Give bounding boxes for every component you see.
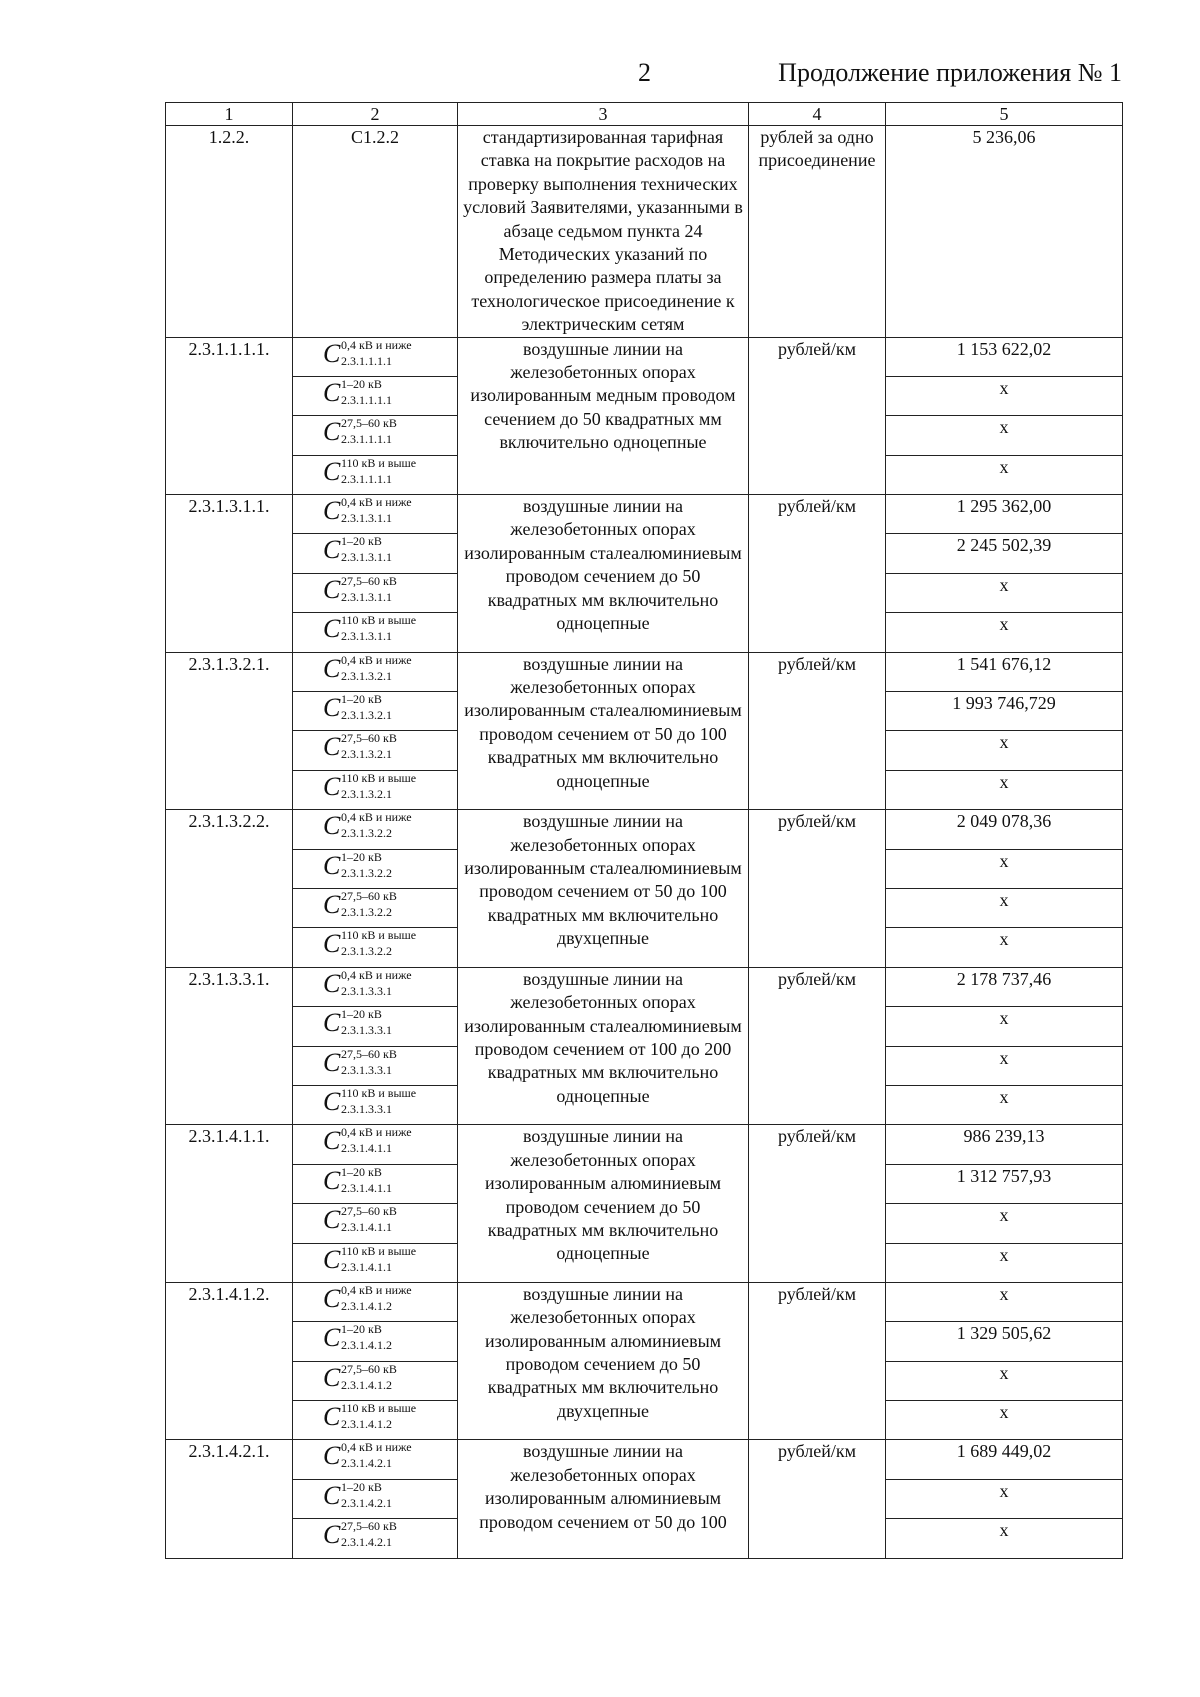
rate-symbol-letter: C bbox=[323, 1441, 341, 1471]
table-row bbox=[166, 810, 1123, 849]
rate-symbol bbox=[293, 731, 458, 770]
voltage-label: 1–20 кВ bbox=[341, 1322, 382, 1337]
page-header bbox=[160, 58, 1122, 98]
rate-symbol-formula bbox=[317, 456, 433, 488]
row-unit: рублей/км bbox=[749, 495, 886, 653]
symbol-index: 2.3.1.3.2.2 bbox=[341, 865, 392, 880]
row-value: х bbox=[886, 1361, 1123, 1400]
row-value: 2 049 078,36 bbox=[886, 810, 1123, 849]
rate-symbol bbox=[293, 1007, 458, 1046]
symbol-index: 2.3.1.4.1.2 bbox=[341, 1298, 392, 1313]
voltage-label: 1–20 кВ bbox=[341, 1164, 382, 1179]
rate-symbol bbox=[293, 1164, 458, 1203]
rate-symbol bbox=[293, 692, 458, 731]
rate-symbol bbox=[293, 652, 458, 691]
voltage-label: 1–20 кВ bbox=[341, 849, 382, 864]
row-value: х bbox=[886, 376, 1123, 415]
rate-symbol bbox=[293, 888, 458, 927]
voltage-label: 27,5–60 кВ bbox=[341, 888, 397, 903]
rate-symbol-formula bbox=[317, 1322, 433, 1354]
rate-symbol bbox=[293, 1204, 458, 1243]
rate-symbol-formula bbox=[317, 495, 433, 527]
row-value: х bbox=[886, 1479, 1123, 1518]
row-value: х bbox=[886, 1243, 1123, 1282]
rate-symbol-formula bbox=[317, 1125, 433, 1157]
rate-symbol-letter: C bbox=[323, 496, 341, 526]
rate-symbol bbox=[293, 967, 458, 1006]
rate-symbol bbox=[293, 1282, 458, 1321]
rate-symbol-letter: C bbox=[323, 1323, 341, 1353]
row-value: 1 329 505,62 bbox=[886, 1322, 1123, 1361]
rate-symbol-formula bbox=[317, 574, 433, 606]
rate-symbol-letter: C bbox=[323, 850, 341, 880]
rate-symbol-formula bbox=[317, 1362, 433, 1394]
rate-symbol-letter: C bbox=[323, 1362, 341, 1392]
rate-symbol-letter: C bbox=[323, 456, 341, 486]
column-number-row bbox=[166, 103, 1123, 126]
table-row bbox=[166, 337, 1123, 376]
rate-symbol-formula bbox=[317, 1401, 433, 1433]
row-value: х bbox=[886, 613, 1123, 652]
voltage-label: 27,5–60 кВ bbox=[341, 1519, 397, 1534]
rate-symbol-letter: C bbox=[323, 929, 341, 959]
row-code: 2.3.1.4.2.1. bbox=[166, 1440, 293, 1558]
rate-symbol-formula bbox=[317, 1244, 433, 1276]
rate-symbol bbox=[293, 1361, 458, 1400]
rate-symbol-formula bbox=[317, 810, 433, 842]
voltage-label: 0,4 кВ и ниже bbox=[341, 652, 412, 667]
row-value: х bbox=[886, 770, 1123, 809]
rate-symbol-letter: C bbox=[323, 1126, 341, 1156]
voltage-label: 0,4 кВ и ниже bbox=[341, 1440, 412, 1455]
rate-symbol bbox=[293, 1479, 458, 1518]
rate-symbol bbox=[293, 770, 458, 809]
voltage-label: 0,4 кВ и ниже bbox=[341, 1282, 412, 1297]
row-value: х bbox=[886, 1519, 1123, 1558]
symbol-index: 2.3.1.4.2.1 bbox=[341, 1495, 392, 1510]
rate-symbol-letter: C bbox=[323, 1165, 341, 1195]
rate-symbol-formula bbox=[317, 850, 433, 882]
rate-symbol-letter: C bbox=[323, 614, 341, 644]
rate-symbol-letter: C bbox=[323, 535, 341, 565]
voltage-label: 1–20 кВ bbox=[341, 692, 382, 707]
row-unit: рублей/км bbox=[749, 1125, 886, 1283]
voltage-label: 110 кВ и выше bbox=[341, 455, 417, 470]
voltage-label: 110 кВ и выше bbox=[341, 1401, 417, 1416]
rate-symbol bbox=[293, 928, 458, 967]
tariff-table bbox=[165, 102, 1123, 1559]
rate-symbol-letter: C bbox=[323, 889, 341, 919]
symbol-index: 2.3.1.4.1.1 bbox=[341, 1180, 392, 1195]
row-value: 2 245 502,39 bbox=[886, 534, 1123, 573]
rate-symbol bbox=[293, 573, 458, 612]
row-code: 2.3.1.3.1.1. bbox=[166, 495, 293, 653]
rate-symbol-formula bbox=[317, 731, 433, 763]
row-unit: рублей/км bbox=[749, 1282, 886, 1440]
row-value: 1 153 622,02 bbox=[886, 337, 1123, 376]
rate-symbol-formula bbox=[317, 1047, 433, 1079]
rate-symbol-formula bbox=[317, 889, 433, 921]
row-value: 5 236,06 bbox=[886, 126, 1123, 338]
table-row bbox=[166, 126, 1123, 338]
row-value: х bbox=[886, 416, 1123, 455]
row-code: 2.3.1.3.2.1. bbox=[166, 652, 293, 810]
symbol-index: 2.3.1.1.1.1 bbox=[341, 392, 392, 407]
symbol-index: 2.3.1.4.1.2 bbox=[341, 1338, 392, 1353]
symbol-index: 2.3.1.3.2.2 bbox=[341, 904, 392, 919]
table-row bbox=[166, 1282, 1123, 1321]
rate-symbol-formula bbox=[317, 1007, 433, 1039]
page-number: 2 bbox=[638, 58, 651, 87]
symbol-index: 2.3.1.3.3.1 bbox=[341, 1101, 392, 1116]
row-code: 2.3.1.4.1.1. bbox=[166, 1125, 293, 1283]
table-row bbox=[166, 967, 1123, 1006]
symbol-index: 2.3.1.3.1.1 bbox=[341, 511, 392, 526]
symbol-index: 2.3.1.3.3.1 bbox=[341, 1062, 392, 1077]
rate-symbol-formula bbox=[317, 653, 433, 685]
row-unit: рублей/км bbox=[749, 1440, 886, 1558]
row-value: х bbox=[886, 731, 1123, 770]
table-row bbox=[166, 1440, 1123, 1479]
rate-symbol bbox=[293, 613, 458, 652]
table-row bbox=[166, 1125, 1123, 1164]
row-value: х bbox=[886, 1401, 1123, 1440]
row-code: 2.3.1.4.1.2. bbox=[166, 1282, 293, 1440]
rate-symbol bbox=[293, 1322, 458, 1361]
rate-symbol-letter: C bbox=[323, 771, 341, 801]
rate-symbol-letter: C bbox=[323, 1086, 341, 1116]
row-value: 986 239,13 bbox=[886, 1125, 1123, 1164]
symbol-index: 2.3.1.3.2.2 bbox=[341, 944, 392, 959]
voltage-label: 110 кВ и выше bbox=[341, 613, 417, 628]
row-description: воздушные линии на железобетонных опорах изолированным сталеалюминиевым проводом сечением от 100 до 200 квадратных мм включительно одноцепные bbox=[458, 967, 749, 1125]
symbol-index: 2.3.1.4.1.2 bbox=[341, 1377, 392, 1392]
voltage-label: 0,4 кВ и ниже bbox=[341, 1125, 412, 1140]
rate-symbol-formula bbox=[317, 771, 433, 803]
symbol-index: 2.3.1.4.1.2 bbox=[341, 1417, 392, 1432]
rate-symbol-letter: C bbox=[323, 693, 341, 723]
row-value: х bbox=[886, 1085, 1123, 1124]
voltage-label: 0,4 кВ и ниже bbox=[341, 810, 412, 825]
symbol-index: 2.3.1.4.1.1 bbox=[341, 1141, 392, 1156]
row-value: 1 295 362,00 bbox=[886, 495, 1123, 534]
row-description: воздушные линии на железобетонных опорах изолированным алюминиевым проводом сечением до 50 квадратных мм включительно двухцепные bbox=[458, 1282, 749, 1440]
voltage-label: 27,5–60 кВ bbox=[341, 731, 397, 746]
column-number: 5 bbox=[886, 103, 1123, 126]
row-value: 1 312 757,93 bbox=[886, 1164, 1123, 1203]
row-description: стандартизированная тарифная ставка на покрытие расходов на проверку выполнения технических условий Заявителями, указанными в абзаце седьмом пункта 24 Методических указаний по определению размера платы за технологическое присоединение к электрическим сетям bbox=[458, 126, 749, 338]
rate-symbol bbox=[293, 1085, 458, 1124]
row-value: х bbox=[886, 1046, 1123, 1085]
row-unit: рублей/км bbox=[749, 967, 886, 1125]
voltage-label: 1–20 кВ bbox=[341, 376, 382, 391]
row-code: 1.2.2. bbox=[166, 126, 293, 338]
rate-symbol-formula bbox=[317, 613, 433, 645]
rate-symbol-formula bbox=[317, 1283, 433, 1315]
row-value: х bbox=[886, 849, 1123, 888]
row-unit: рублей/км bbox=[749, 652, 886, 810]
column-number: 2 bbox=[293, 103, 458, 126]
row-value: х bbox=[886, 928, 1123, 967]
voltage-label: 110 кВ и выше bbox=[341, 1243, 417, 1258]
row-code: 2.3.1.3.3.1. bbox=[166, 967, 293, 1125]
rate-symbol bbox=[293, 1519, 458, 1558]
rate-symbol-letter: C bbox=[323, 1520, 341, 1550]
rate-symbol-letter: C bbox=[323, 1205, 341, 1235]
row-value: х bbox=[886, 1007, 1123, 1046]
row-value: 1 689 449,02 bbox=[886, 1440, 1123, 1479]
rate-symbol bbox=[293, 337, 458, 376]
symbol-index: 2.3.1.3.2.1 bbox=[341, 668, 392, 683]
symbol-index: 2.3.1.4.1.1 bbox=[341, 1220, 392, 1235]
symbol-index: 2.3.1.4.2.1 bbox=[341, 1456, 392, 1471]
rate-symbol-formula bbox=[317, 338, 433, 370]
rate-symbol bbox=[293, 1401, 458, 1440]
row-value: 1 993 746,729 bbox=[886, 692, 1123, 731]
symbol-index: 2.3.1.3.3.1 bbox=[341, 983, 392, 998]
rate-symbol-letter: C bbox=[323, 653, 341, 683]
voltage-label: 0,4 кВ и ниже bbox=[341, 967, 412, 982]
rate-symbol-formula bbox=[317, 1480, 433, 1512]
voltage-label: 110 кВ и выше bbox=[341, 928, 417, 943]
rate-symbol-formula bbox=[317, 416, 433, 448]
rate-symbol-formula bbox=[317, 1440, 433, 1472]
rate-symbol bbox=[293, 1440, 458, 1479]
row-value: 1 541 676,12 bbox=[886, 652, 1123, 691]
row-description: воздушные линии на железобетонных опорах изолированным сталеалюминиевым проводом сечением от 50 до 100 квадратных мм включительно одноцепные bbox=[458, 652, 749, 810]
rate-symbol-formula bbox=[317, 692, 433, 724]
symbol-index: 2.3.1.1.1.1 bbox=[341, 353, 392, 368]
rate-symbol-formula bbox=[317, 1086, 433, 1118]
symbol-index: 2.3.1.1.1.1 bbox=[341, 471, 392, 486]
voltage-label: 110 кВ и выше bbox=[341, 770, 417, 785]
rate-symbol-formula bbox=[317, 1204, 433, 1236]
row-unit: рублей/км bbox=[749, 810, 886, 968]
row-description: воздушные линии на железобетонных опорах изолированным сталеалюминиевым проводом сечением от 50 до 100 квадратных мм включительно двухцепные bbox=[458, 810, 749, 968]
rate-symbol-formula bbox=[317, 1519, 433, 1551]
symbol-index: 2.3.1.4.2.1 bbox=[341, 1535, 392, 1550]
rate-symbol bbox=[293, 534, 458, 573]
row-value: х bbox=[886, 1204, 1123, 1243]
symbol-index: 2.3.1.3.2.2 bbox=[341, 826, 392, 841]
rate-symbol-letter: C bbox=[323, 574, 341, 604]
rate-symbol-letter: C bbox=[323, 377, 341, 407]
rate-symbol-letter: C bbox=[323, 1283, 341, 1313]
rate-symbol-formula bbox=[317, 534, 433, 566]
row-unit: рублей за одно присоединение bbox=[749, 126, 886, 338]
column-number: 4 bbox=[749, 103, 886, 126]
rate-symbol: С1.2.2 bbox=[293, 126, 458, 338]
rate-symbol-letter: C bbox=[323, 1402, 341, 1432]
rate-symbol-letter: C bbox=[323, 1047, 341, 1077]
row-value: х bbox=[886, 573, 1123, 612]
row-value: х bbox=[886, 1282, 1123, 1321]
rate-symbol bbox=[293, 376, 458, 415]
rate-symbol-formula bbox=[317, 377, 433, 409]
symbol-index: 2.3.1.3.1.1 bbox=[341, 550, 392, 565]
voltage-label: 0,4 кВ и ниже bbox=[341, 337, 412, 352]
rate-symbol-letter: C bbox=[323, 1480, 341, 1510]
rate-symbol-formula bbox=[317, 928, 433, 960]
voltage-label: 27,5–60 кВ bbox=[341, 573, 397, 588]
row-code: 2.3.1.3.2.2. bbox=[166, 810, 293, 968]
rate-symbol-letter: C bbox=[323, 417, 341, 447]
symbol-index: 2.3.1.3.3.1 bbox=[341, 1023, 392, 1038]
rate-symbol-letter: C bbox=[323, 811, 341, 841]
symbol-index: 2.3.1.3.2.1 bbox=[341, 747, 392, 762]
voltage-label: 1–20 кВ bbox=[341, 1479, 382, 1494]
rate-symbol-letter: C bbox=[323, 968, 341, 998]
voltage-label: 27,5–60 кВ bbox=[341, 1046, 397, 1061]
voltage-label: 1–20 кВ bbox=[341, 1007, 382, 1022]
rate-symbol bbox=[293, 810, 458, 849]
voltage-label: 27,5–60 кВ bbox=[341, 1361, 397, 1376]
row-description: воздушные линии на железобетонных опорах изолированным медным проводом сечением до 50 квадратных мм включительно одноцепные bbox=[458, 337, 749, 495]
table-row bbox=[166, 652, 1123, 691]
row-description: воздушные линии на железобетонных опорах изолированным алюминиевым проводом сечением до 50 квадратных мм включительно одноцепные bbox=[458, 1125, 749, 1283]
rate-symbol bbox=[293, 1046, 458, 1085]
symbol-index: 2.3.1.4.1.1 bbox=[341, 1259, 392, 1274]
symbol-index: 2.3.1.3.1.1 bbox=[341, 589, 392, 604]
symbol-index: 2.3.1.1.1.1 bbox=[341, 432, 392, 447]
rate-symbol-letter: C bbox=[323, 1008, 341, 1038]
rate-symbol bbox=[293, 495, 458, 534]
row-description: воздушные линии на железобетонных опорах изолированным алюминиевым проводом сечением от 50 до 100 bbox=[458, 1440, 749, 1558]
symbol-index: 2.3.1.3.2.1 bbox=[341, 786, 392, 801]
column-number: 1 bbox=[166, 103, 293, 126]
voltage-label: 110 кВ и выше bbox=[341, 1085, 417, 1100]
voltage-label: 1–20 кВ bbox=[341, 534, 382, 549]
rate-symbol-formula bbox=[317, 1165, 433, 1197]
row-value: 2 178 737,46 bbox=[886, 967, 1123, 1006]
rate-symbol-letter: C bbox=[323, 732, 341, 762]
rate-symbol-letter: C bbox=[323, 338, 341, 368]
voltage-label: 27,5–60 кВ bbox=[341, 416, 397, 431]
page-subtitle: Продолжение приложения № 1 bbox=[778, 58, 1122, 87]
row-code: 2.3.1.1.1.1. bbox=[166, 337, 293, 495]
rate-symbol-formula bbox=[317, 968, 433, 1000]
voltage-label: 0,4 кВ и ниже bbox=[341, 495, 412, 510]
voltage-label: 27,5–60 кВ bbox=[341, 1204, 397, 1219]
symbol-index: 2.3.1.3.1.1 bbox=[341, 629, 392, 644]
symbol-index: 2.3.1.3.2.1 bbox=[341, 708, 392, 723]
row-unit: рублей/км bbox=[749, 337, 886, 495]
row-value: х bbox=[886, 455, 1123, 494]
rate-symbol bbox=[293, 849, 458, 888]
rate-symbol-letter: C bbox=[323, 1244, 341, 1274]
rate-symbol bbox=[293, 1243, 458, 1282]
rate-symbol bbox=[293, 416, 458, 455]
rate-symbol bbox=[293, 1125, 458, 1164]
row-value: х bbox=[886, 888, 1123, 927]
row-description: воздушные линии на железобетонных опорах изолированным сталеалюминиевым проводом сечением до 50 квадратных мм включительно одноцепные bbox=[458, 495, 749, 653]
rate-symbol bbox=[293, 455, 458, 494]
column-number: 3 bbox=[458, 103, 749, 126]
table-row bbox=[166, 495, 1123, 534]
